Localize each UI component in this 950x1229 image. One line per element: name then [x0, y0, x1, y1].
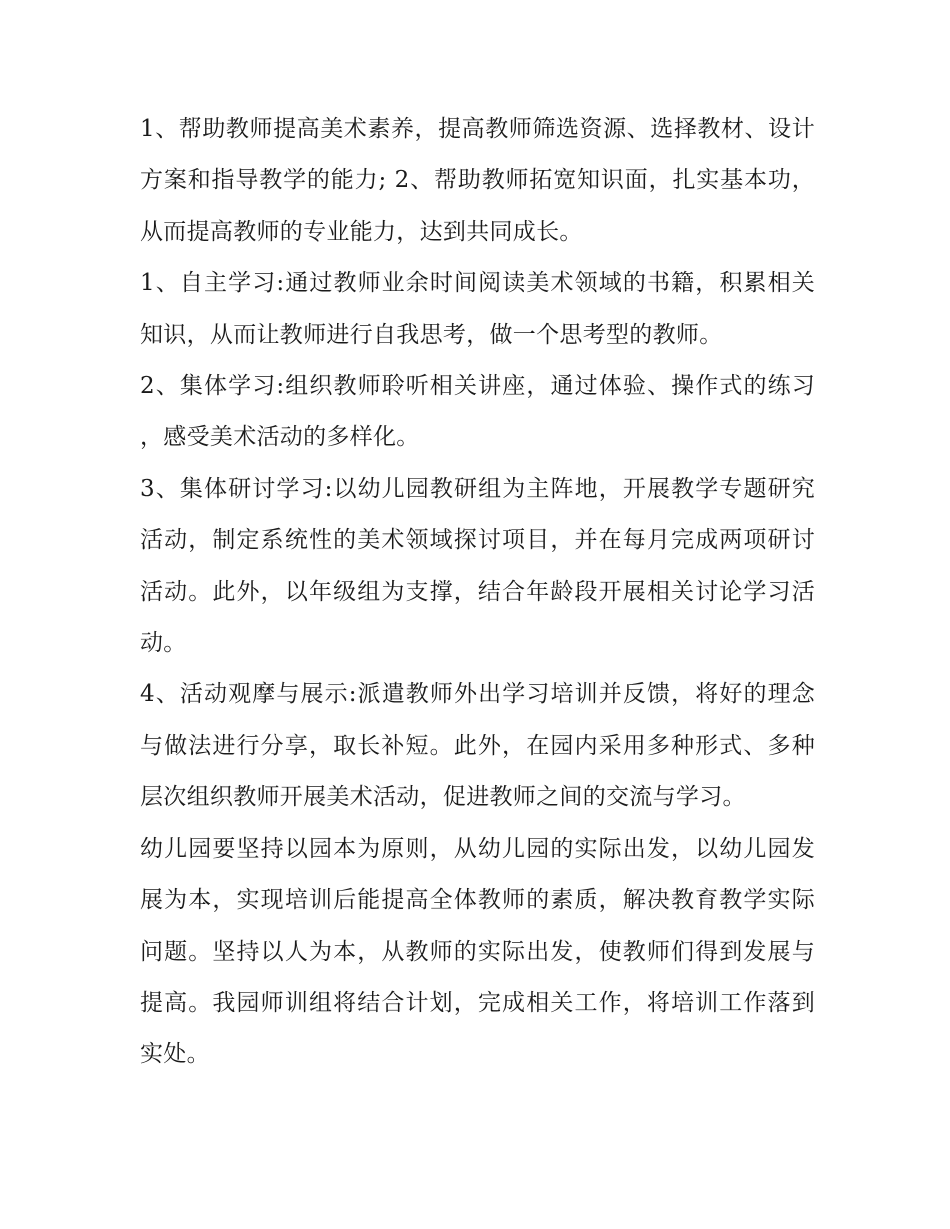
paragraph-goals: 1、帮助教师提高美术素养，提高教师筛选资源、选择教材、设计方案和指导教学的能力; 2、帮助教师拓宽知识面，扎实基本功，从而提高教师的专业能力，达到共同成长。: [140, 116, 815, 245]
paragraph-observation-showcase: 4、活动观摩与展示:派遣教师外出学习培训并反馈，将好的理念与做法进行分享，取长补短。此外，在园内采用多种形式、多种层次组织教师开展美术活动，促进教师之间的交流与学习。: [140, 681, 815, 811]
paragraph-conclusion: 幼儿园要坚持以园本为原则，从幼儿园的实际出发，以幼儿园发展为本，实现培训后能提高全体教师的素质，解决教育教学实际问题。坚持以人为本，从教师的实际出发，使教师们得到发展与提高。我园师训组将结合计划，完成相关工作，将培训工作落到实处。: [140, 835, 815, 1068]
document-page: [140, 104, 815, 1081]
paragraph-group-study: 2、集体学习:组织教师聆听相关讲座，通过体验、操作式的练习，感受美术活动的多样化。: [140, 373, 815, 451]
paragraph-group-research: 3、集体研讨学习:以幼儿园教研组为主阵地，开展教学专题研究活动，制定系统性的美术领域探讨项目，并在每月完成两项研讨活动。此外，以年级组为支撑，结合年龄段开展相关讨论学习活动。: [140, 475, 815, 657]
paragraph-self-study: 1、自主学习:通过教师业余时间阅读美术领域的书籍，积累相关知识，从而让教师进行自我思考，做一个思考型的教师。: [140, 270, 815, 348]
